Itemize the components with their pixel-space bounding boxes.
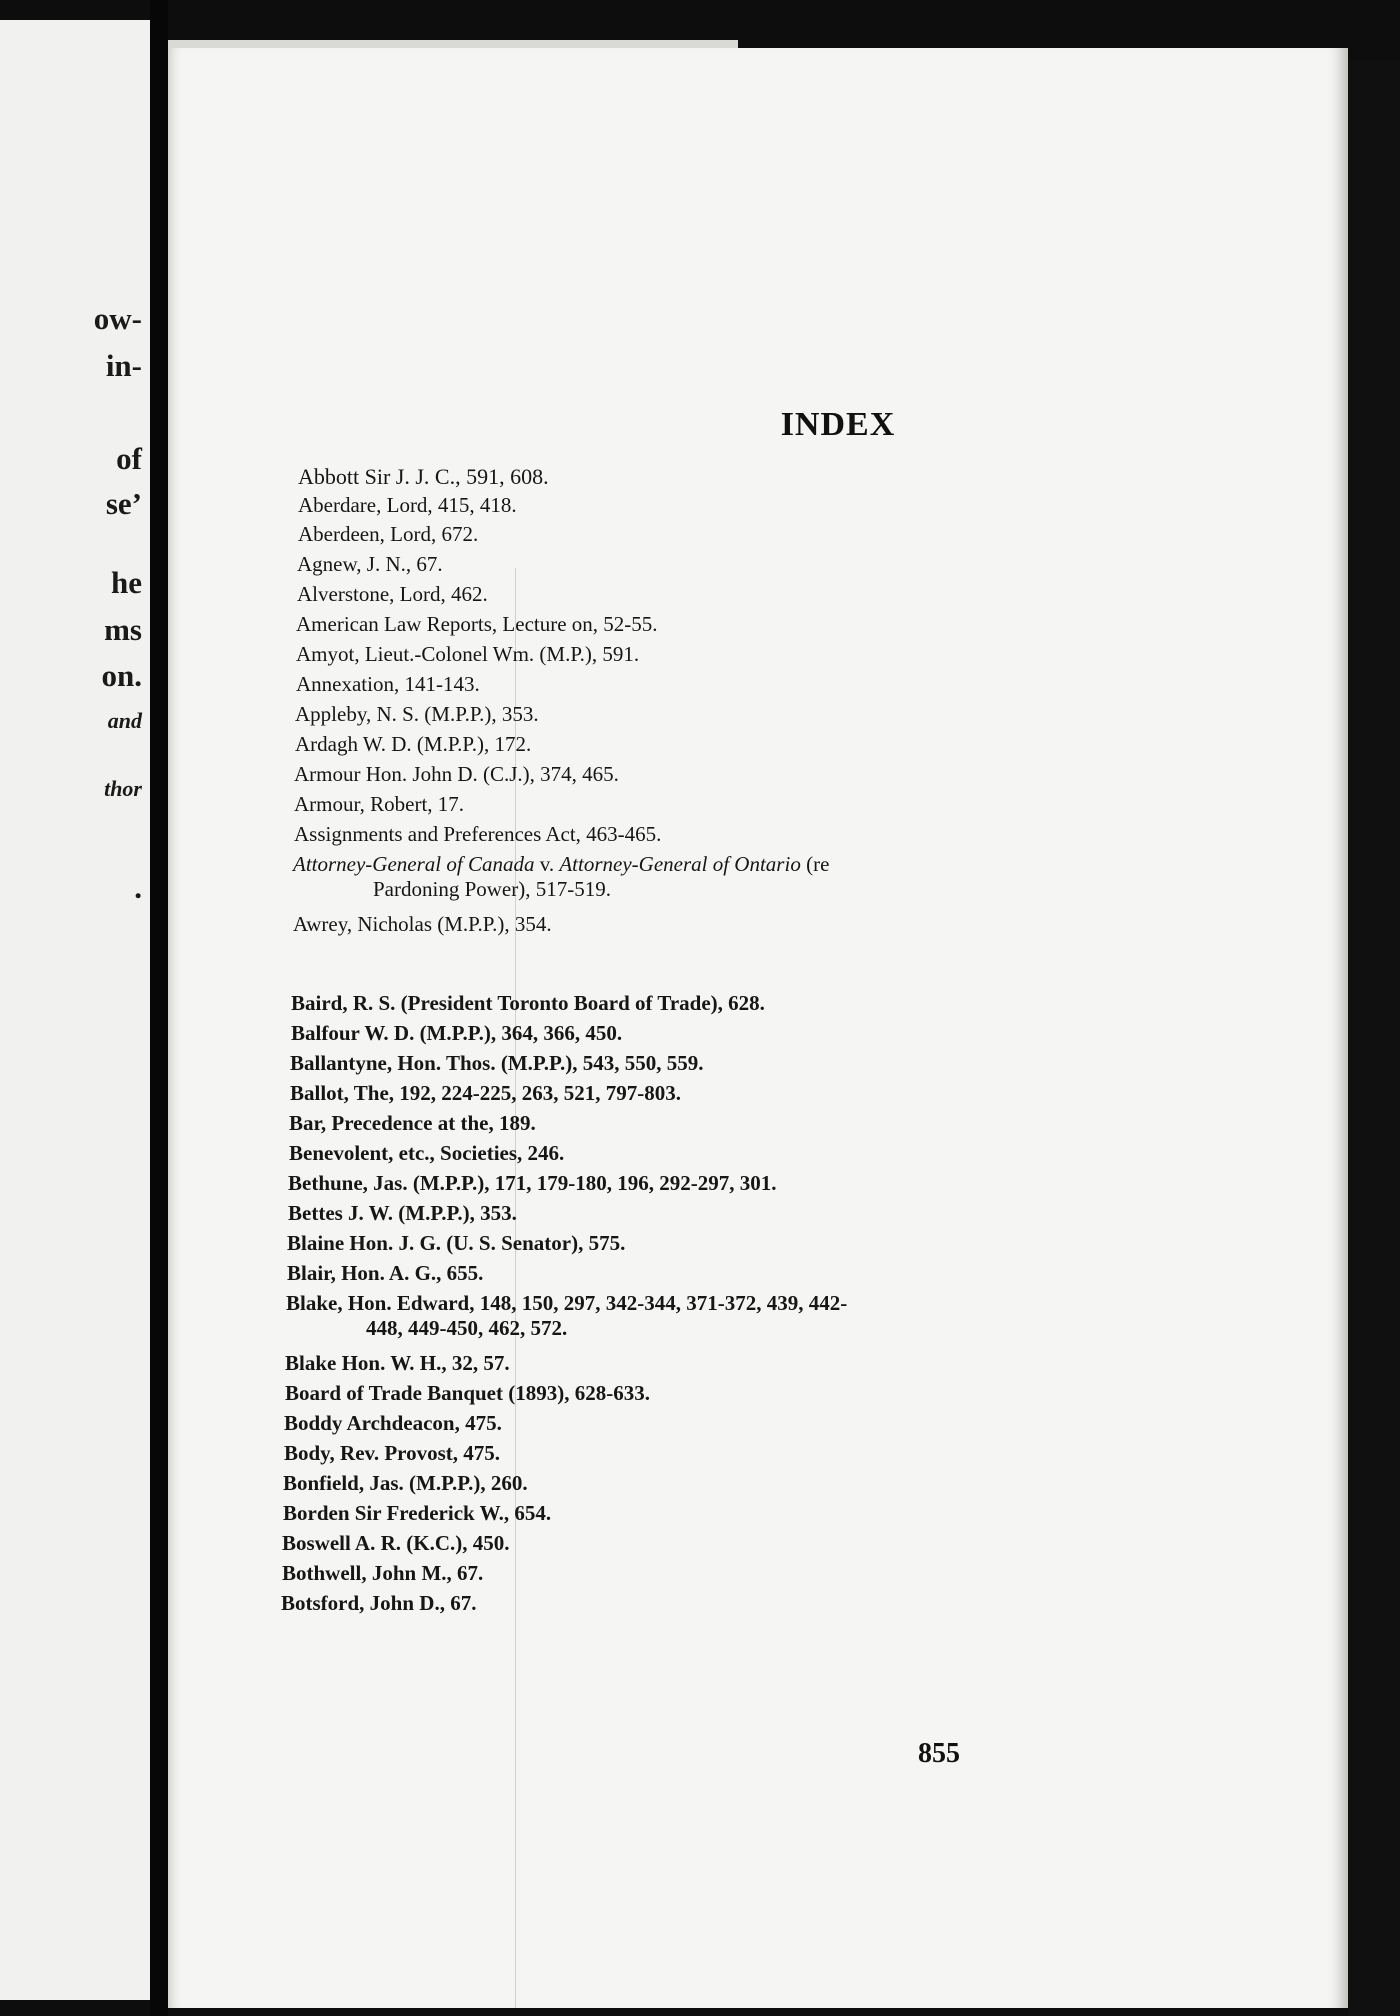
index-entry: Borden Sir Frederick W., 654.	[283, 1501, 552, 1525]
index-entry: Blair, Hon. A. G., 655.	[287, 1261, 484, 1285]
index-entry: Bethune, Jas. (M.P.P.), 171, 179-180, 196, 292-297, 301.	[288, 1171, 777, 1195]
index-entry: Armour Hon. John D. (C.J.), 374, 465.	[294, 762, 619, 786]
index-entry: Aberdare, Lord, 415, 418.	[298, 493, 517, 517]
index-entry: Body, Rev. Provost, 475.	[284, 1441, 501, 1465]
left-fragment: ow-	[93, 301, 142, 336]
index-entry: American Law Reports, Lecture on, 52-55.	[296, 612, 658, 636]
case-name-1: Attorney-General of Canada	[293, 852, 535, 876]
index-entry: Boddy Archdeacon, 475.	[284, 1411, 502, 1435]
left-fragment: of	[116, 441, 142, 476]
case-name-2: Attorney-General of Ontario	[559, 852, 801, 876]
entry-continuation: Pardoning Power), 517-519.	[373, 877, 611, 901]
index-entry: Aberdeen, Lord, 672.	[298, 522, 479, 546]
left-fragment: ms	[104, 612, 142, 647]
index-entry-text: Abbott Sir J. J. C., 591, 608.	[298, 464, 549, 489]
versus: v.	[534, 852, 560, 876]
index-entry: Bothwell, John M., 67.	[282, 1561, 484, 1585]
left-fragment: thor	[104, 776, 142, 801]
left-fragment: and	[107, 708, 142, 733]
index-entry: Agnew, J. N., 67.	[297, 552, 443, 576]
index-entry-attorney	[293, 854, 829, 900]
index-entry: Ardagh W. D. (M.P.P.), 172.	[295, 732, 532, 756]
index-entry: Board of Trade Banquet (1893), 628-633.	[285, 1381, 650, 1405]
left-fragment: se’	[105, 486, 142, 521]
index-entry: Blaine Hon. J. G. (U. S. Senator), 575.	[287, 1231, 626, 1255]
index-entry: Ballantyne, Hon. Thos. (M.P.P.), 543, 550, 559.	[290, 1051, 704, 1075]
index-title: INDEX	[780, 406, 896, 443]
left-fragment: .	[134, 870, 142, 905]
index-entry-blake-edward	[286, 1293, 847, 1339]
book-gutter	[150, 0, 168, 2016]
index-entry	[298, 466, 549, 488]
index-entry: Amyot, Lieut.-Colonel Wm. (M.P.), 591.	[296, 642, 640, 666]
index-entry: Blake Hon. W. H., 32, 57.	[285, 1351, 510, 1375]
right-shadow-edge	[1348, 60, 1400, 2016]
page-number: 855	[918, 1738, 960, 1769]
re-note: (re	[800, 852, 830, 876]
index-entry: Annexation, 141-143.	[296, 672, 480, 696]
index-entry: Benevolent, etc., Societies, 246.	[289, 1141, 565, 1165]
left-page	[0, 20, 150, 2000]
index-entry: Boswell A. R. (K.C.), 450.	[282, 1531, 510, 1555]
index-entry: Ballot, The, 192, 224-225, 263, 521, 797-803.	[290, 1081, 682, 1105]
entry-continuation: 448, 449-450, 462, 572.	[366, 1316, 568, 1340]
index-entry: Bar, Precedence at the, 189.	[289, 1111, 536, 1135]
left-fragment: he	[111, 565, 142, 600]
index-entry: Alverstone, Lord, 462.	[297, 582, 488, 606]
index-entry: Armour, Robert, 17.	[294, 792, 465, 816]
left-fragment: on.	[101, 658, 142, 693]
index-entry: Balfour W. D. (M.P.P.), 364, 366, 450.	[291, 1021, 623, 1045]
index-entry: Baird, R. S. (President Toronto Board of Trade), 628.	[291, 991, 765, 1015]
index-entries	[168, 48, 1348, 2008]
index-entry: Bettes J. W. (M.P.P.), 353.	[288, 1201, 517, 1225]
index-entry: Awrey, Nicholas (M.P.P.), 354.	[293, 912, 552, 936]
index-entry: Botsford, John D., 67.	[281, 1591, 477, 1615]
index-entry: Bonfield, Jas. (M.P.P.), 260.	[283, 1471, 528, 1495]
right-page	[168, 48, 1348, 2008]
index-entry: Appleby, N. S. (M.P.P.), 353.	[295, 702, 539, 726]
entry-line: Blake, Hon. Edward, 148, 150, 297, 342-344, 371-372, 439, 442-	[286, 1291, 848, 1315]
index-entry: Assignments and Preferences Act, 463-465.	[294, 822, 662, 846]
left-fragment: in-	[105, 348, 142, 383]
